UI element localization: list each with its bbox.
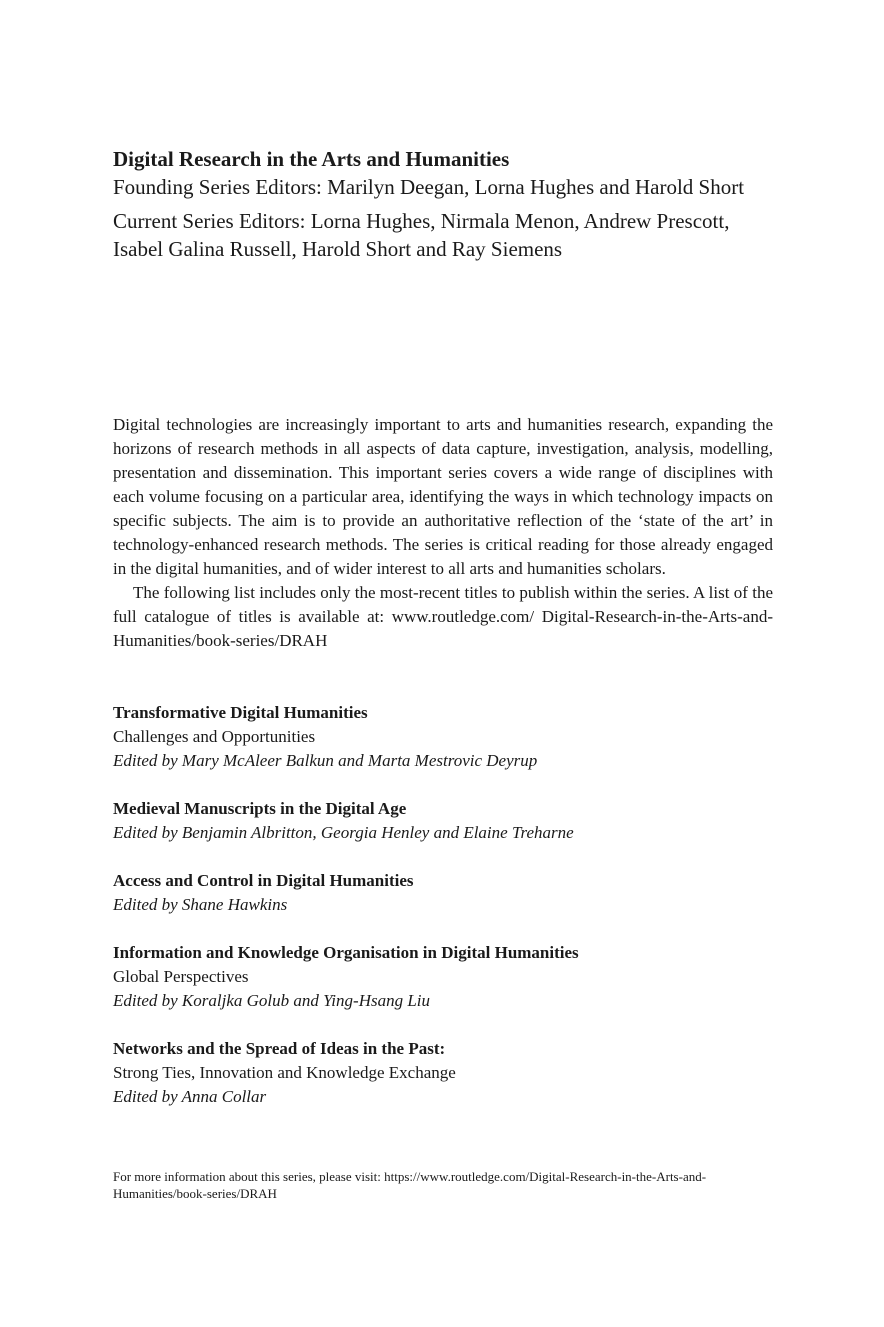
book-entry xyxy=(113,1037,773,1109)
book-entry xyxy=(113,797,773,845)
current-editors: Current Series Editors: Lorna Hughes, Nirmala Menon, Andrew Prescott, Isabel Galina Russell, Harold Short and Ray Siemens xyxy=(113,209,730,261)
book-list xyxy=(113,701,773,1133)
description-paragraph: The following list includes only the most-recent titles to publish within the series. A list of the full catalogue of titles is available at: www.routledge.com/ Digital-Research-in-the-Arts-and-Humanities/book-series/DRAH xyxy=(113,583,773,650)
book-title: Networks and the Spread of Ideas in the Past: xyxy=(113,1039,446,1058)
book-title: Access and Control in Digital Humanities xyxy=(113,871,414,890)
series-description xyxy=(113,413,773,653)
book-title: Information and Knowledge Organisation in Digital Humanities xyxy=(113,943,579,962)
book-editors: Edited by Mary McAleer Balkun and Marta Mestrovic Deyrup xyxy=(113,751,538,770)
founding-editors: Founding Series Editors: Marilyn Deegan, Lorna Hughes and Harold Short xyxy=(113,175,745,199)
book-subtitle: Challenges and Opportunities xyxy=(113,727,316,746)
book-title: Medieval Manuscripts in the Digital Age xyxy=(113,799,407,818)
book-entry xyxy=(113,701,773,773)
book-editors: Edited by Koraljka Golub and Ying-Hsang Liu xyxy=(113,991,431,1010)
book-subtitle: Strong Ties, Innovation and Knowledge Exchange xyxy=(113,1063,456,1082)
book-editors: Edited by Anna Collar xyxy=(113,1087,267,1106)
book-editors: Edited by Shane Hawkins xyxy=(113,895,288,914)
series-title: Digital Research in the Arts and Humanities xyxy=(113,147,510,171)
description-paragraph: Digital technologies are increasingly important to arts and humanities research, expanding the horizons of research methods in all aspects of data capture, investigation, analysis, modelling, presentation and dissemination. This important series covers a wide range of disciplines with each volume focusing on a particular area, identifying the ways in which technology impacts on specific subjects. The aim is to provide an authoritative reflection of the ‘state of the art’ in technology-enhanced research methods. The series is critical reading for those already engaged in the digital humanities, and of wider interest to all arts and humanities scholars. xyxy=(113,415,773,578)
book-title: Transformative Digital Humanities xyxy=(113,703,368,722)
book-entry xyxy=(113,941,773,1013)
book-entry xyxy=(113,869,773,917)
series-header xyxy=(113,145,773,263)
footer-note: For more information about this series, please visit: https://www.routledge.com/Digital-Research-in-the-Arts-and-Humanities/book-series/DRAH xyxy=(113,1169,707,1201)
book-subtitle: Global Perspectives xyxy=(113,967,249,986)
book-editors: Edited by Benjamin Albritton, Georgia Henley and Elaine Treharne xyxy=(113,823,574,842)
